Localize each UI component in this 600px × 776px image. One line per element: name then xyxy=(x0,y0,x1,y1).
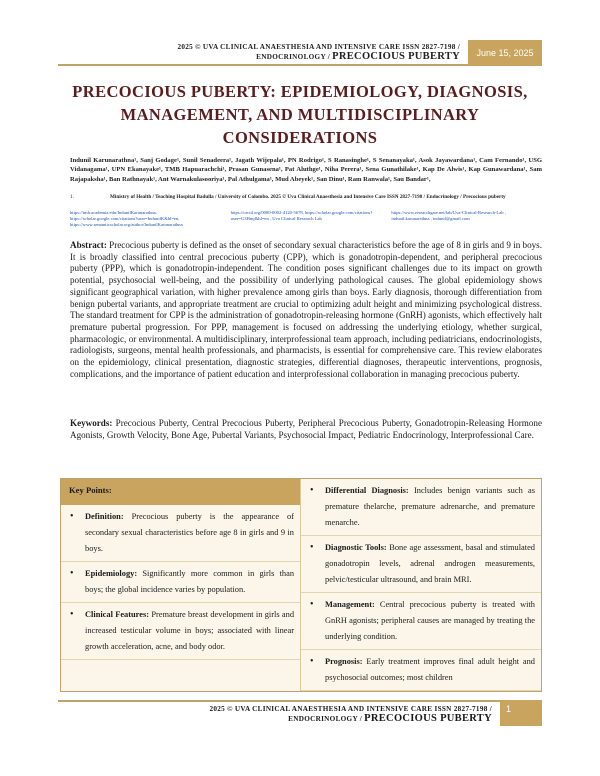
author-link-2[interactable]: https://orcid.org/0000-0002-4120-5678, https://scholar.google.com/citations?user=G3Hmj&hl=en , Uva Clinical Research Lab xyxy=(230,210,373,221)
abstract xyxy=(70,240,542,380)
journal-footer-text xyxy=(58,700,500,726)
publication-date: June 15, 2025 xyxy=(468,40,542,66)
key-points-left-column xyxy=(61,479,301,691)
page-footer xyxy=(58,700,542,726)
key-point-differential-diagnosis xyxy=(301,479,541,536)
journal-header-section: ENDOCRINOLOGY / xyxy=(256,52,333,61)
abstract-label: Abstract: xyxy=(70,240,107,250)
page-number: 1 xyxy=(500,700,542,726)
abstract-text: Precocious puberty is defined as the onset of secondary sexual characteristics before the age of 8 in girls and 9 in boys. It is broadly classified into central precocious puberty (CPP), which is gonadotropin-dependent, and peripheral precocious puberty (PPP), which is gonadotropin-independent. The condition poses significant challenges due to its impact on growth potential, psychosocial well-being, and the possibility of underlying pathological causes. The global epidemiology shows significant geographical variation, with higher prevalence among girls than boys. Early diagnosis, thorough differentiation from benign pubertal variants, and appropriate treatment are crucial to optimizing adult height and minimizing psychological distress. The standard treatment for CPP is the administration of gonadotropin-releasing hormone (GnRH) agonists, which effectively halt premature pubertal progression. For PPP, management is focused on addressing the underlying etiology, whether surgical, pharmacologic, or environmental. A multidisciplinary, interprofessional team approach, including pediatricians, endocrinologists, radiologists, surgeons, mental health professionals, and pharmacists, is essential for comprehensive care. This review elaborates on the epidemiology, clinical presentation, diagnostic strategies, differential diagnoses, therapeutic interventions, prognosis, complications, and the importance of patient education and interprofessional collaboration in managing precocious puberty. xyxy=(70,240,542,379)
key-point-diagnostic-tools xyxy=(301,536,541,593)
journal-header-topic: PRECOCIOUS PUBERTY xyxy=(332,50,460,62)
journal-footer-line2 xyxy=(288,713,492,724)
key-point-text: Includes benign variants such as premature thelarche, premature adrenarche, and premature menarche. xyxy=(325,486,535,527)
key-points-right-column xyxy=(301,479,541,691)
key-point-text: Significantly more common in girls than boys; the global incidence varies by population. xyxy=(85,569,295,594)
keywords-label: Keywords: xyxy=(70,418,113,428)
key-point-label: Definition: xyxy=(85,512,124,521)
key-point-label: Diagnostic Tools: xyxy=(325,543,387,552)
author-list: Indunil Karunarathna¹, Sanj Godage¹, Sunil Senadeera¹, Jagath Wijepala¹, PN Rodrigo¹, S Ranasinghe¹, S Senanayaka¹, Asok Jayawardana¹, Cam Fernando¹, USG Vidanagama¹, UPN Ekanayake¹, TMB Hapuarachchi¹, Prasan Gunasena¹, Pat Aluthge¹, Niha Perera¹, Sena Gunathilake¹, Kap De Alwis¹, Kap Gunawardana¹, Sam Rajapaksha¹, Ban Rathnayak¹, Ant Warnakulasooriya¹, Pal Athulgama¹, Mud Abeyek¹, San Dinu¹, Ram Ranwala¹, Sau Bandar¹, xyxy=(70,157,542,183)
journal-footer-line1: 2025 © UVA CLINICAL ANAESTHESIA AND INTENSIVE CARE ISSN 2827-7198 / xyxy=(209,704,492,713)
key-point-text: Bone age assessment, basal and stimulated gonadotropin levels, adrenal androgen measurements, pelvic/testicular ultrasound, and brain MRI. xyxy=(325,543,535,584)
key-points-list-left xyxy=(61,505,300,660)
key-point-label: Differential Diagnosis: xyxy=(325,486,409,495)
keywords xyxy=(70,418,542,441)
page-header xyxy=(58,40,542,66)
affiliation-number: 1. xyxy=(70,194,74,200)
key-point-text: Premature breast development in girls and increased testicular volume in boys; associated with linear growth acceleration, acne, and body odor. xyxy=(85,610,295,651)
journal-header-text xyxy=(58,40,468,66)
key-point-label: Clinical Features: xyxy=(85,610,150,619)
journal-footer-section: ENDOCRINOLOGY / xyxy=(288,714,365,723)
journal-header-line2 xyxy=(256,51,460,62)
affiliation-text: Ministry of Health / Teaching Hospital Badulla / University of Colombo. 2025 © Uva Clinical Anaesthesia and Intensive Care ISSN 2827-7198 / Endocrinology / Precocious puberty xyxy=(110,194,506,200)
author-link-3[interactable]: https://www.researchgate.net/lab/Uva-Clinical-Research-Lab , indunil.karunarathna , indunil@gmail.com xyxy=(391,210,506,221)
author-links xyxy=(70,210,542,228)
article-title: PRECOCIOUS PUBERTY: EPIDEMIOLOGY, DIAGNOSIS, MANAGEMENT, AND MULTIDISCIPLINARY CONSIDERATIONS xyxy=(72,82,528,147)
key-point-label: Management: xyxy=(325,600,375,609)
key-point-label: Prognosis: xyxy=(325,657,363,666)
journal-footer-topic: PRECOCIOUS PUBERTY xyxy=(364,712,492,724)
journal-header-line1: 2025 © UVA CLINICAL ANAESTHESIA AND INTENSIVE CARE ISSN 2827-7198 / xyxy=(177,42,460,51)
key-point-definition xyxy=(61,505,300,562)
key-points-heading: Key Points: xyxy=(61,479,300,505)
key-point-clinical-features xyxy=(61,603,300,660)
key-points-box xyxy=(60,478,542,692)
key-point-prognosis xyxy=(301,650,541,691)
keywords-text: Precocious Puberty, Central Precocious Puberty, Peripheral Precocious Puberty, Gonadotropin-Releasing Hormone Agonists, Growth Velocity, Bone Age, Pubertal Variants, Psychosocial Impact, Pediatric Endocrinology, Interprofessional Care. xyxy=(70,418,542,440)
key-point-text: Precocious puberty is the appearance of secondary sexual characteristics before age 8 in girls and 9 in boys. xyxy=(85,512,295,553)
affiliation xyxy=(70,194,542,201)
key-point-label: Epidemiology: xyxy=(85,569,138,578)
author-link-1[interactable]: https://tmh.academia.edu/IndunilKarunarathna, https://scholar.google.com/citations?user=IndunilK&hl=en, https://www.semanticscholar.org/author/IndunilKarunarathna xyxy=(70,210,183,227)
key-points-list-right xyxy=(301,479,541,691)
key-point-text: Central precocious puberty is treated with GnRH agonists; peripheral causes are managed by treating the underlying condition. xyxy=(325,600,535,641)
key-point-text: Early treatment improves final adult height and psychosocial outcomes; most children xyxy=(325,657,535,682)
key-point-management xyxy=(301,593,541,650)
key-point-epidemiology xyxy=(61,562,300,603)
